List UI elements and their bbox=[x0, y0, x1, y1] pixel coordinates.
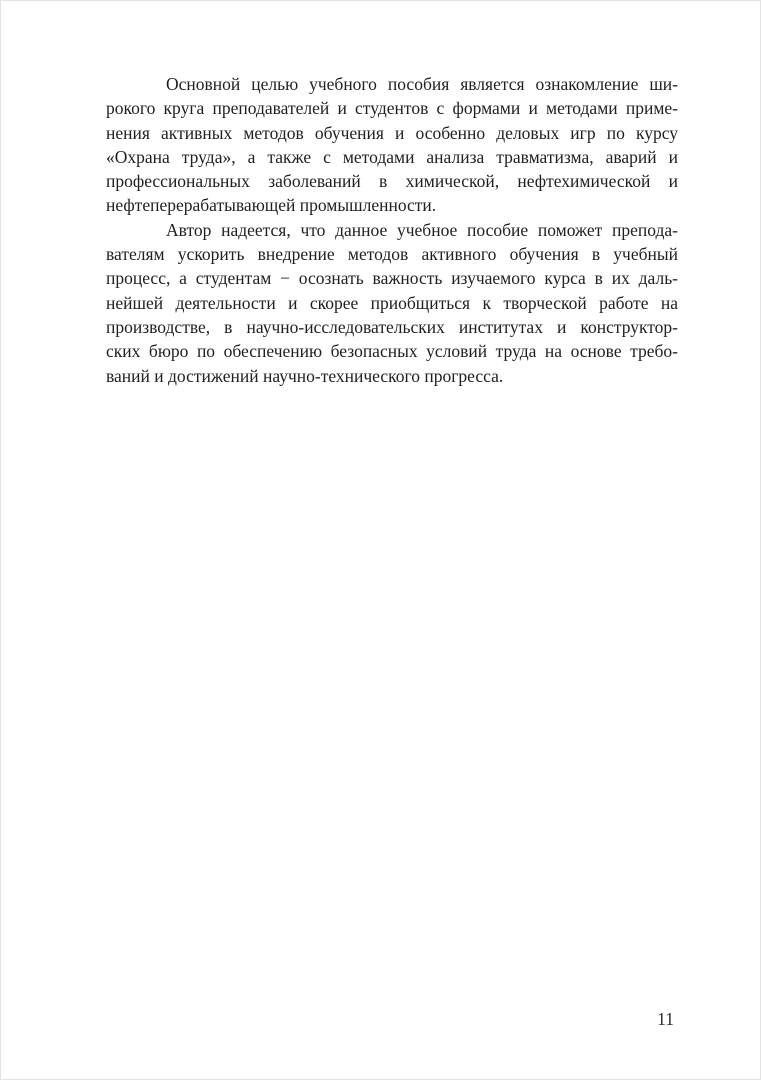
text-line: вателям ускорить внедрение методов активного обучения в учебный bbox=[106, 244, 678, 265]
text-line: процесс, а студентам − осознать важность изучаемого курса в их даль- bbox=[106, 268, 678, 289]
text-line: «Охрана труда», а также с методами анализа травматизма, аварий и bbox=[106, 146, 678, 167]
text-line: ских бюро по обеспечению безопасных условий труда на основе требо- bbox=[106, 341, 678, 362]
text-line: производстве, в научно-исследовательских институтах и конструктор- bbox=[106, 316, 678, 337]
page-number: 11 bbox=[657, 1009, 674, 1029]
text-line: ваний и достижений научно-технического прогресса. bbox=[106, 365, 504, 386]
text-line: нефтеперерабатывающей промышленности. bbox=[106, 195, 437, 216]
text-line: Автор надеется, что данное учебное пособие поможет препода- bbox=[166, 219, 678, 240]
text-line: рокого круга преподавателей и студентов с формами и методами приме- bbox=[106, 98, 678, 119]
text-line: нейшей деятельности и скорее приобщиться к творческой работе на bbox=[106, 292, 678, 313]
text-line: профессиональных заболеваний в химической, нефтехимической и bbox=[106, 171, 678, 192]
text-line: нения активных методов обучения и особенно деловых игр по курсу bbox=[106, 122, 678, 143]
text-line: Основной целью учебного пособия является ознакомление ши- bbox=[166, 74, 678, 94]
text-block bbox=[106, 72, 678, 388]
